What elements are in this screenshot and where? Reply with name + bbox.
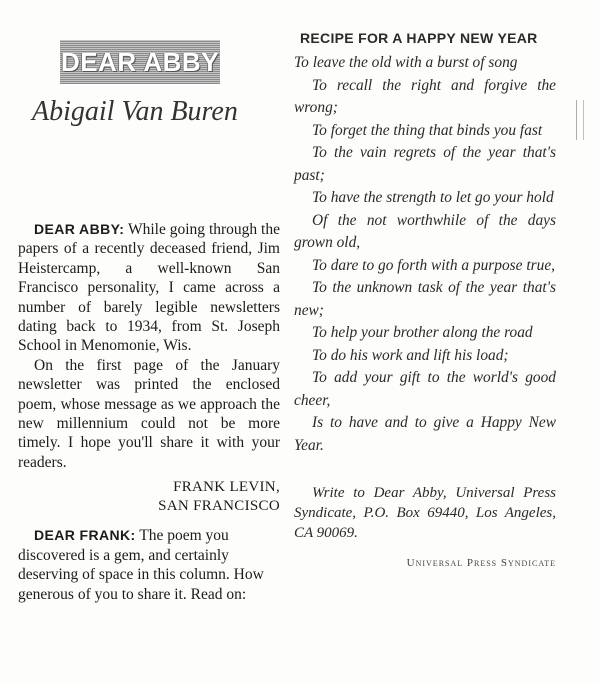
poem-title: RECIPE FOR A HAPPY NEW YEAR [300,30,538,46]
letter-paragraph-1 [18,220,280,356]
margin-mark [576,100,584,140]
poem-line: To add your gift to the world's good cheer, [294,369,556,409]
contact-address: Write to Dear Abby, Universal Press Syndicate, P.O. Box 69440, Los Angeles, CA 90069. [294,485,556,541]
poem-line: To dare to go forth with a purpose true, [312,256,555,274]
poem-line: To forget the thing that binds you fast [312,121,543,139]
reply-paragraph [18,526,280,604]
poem-line: To help your brother along the road [312,324,533,341]
abby-reply [18,526,280,604]
left-column [18,40,280,604]
poem-line: Of the not worthwhile of the days grown old, [294,211,556,251]
right-column [294,30,556,569]
signature-name: FRANK LEVIN, [173,479,280,496]
poem-line: To have the strength to let go your hold [312,189,554,206]
letter-signature [18,478,280,516]
syndicate-credit: Universal Press Syndicate [406,557,556,569]
poem-line: To the vain regrets of the year that's past; [294,144,556,184]
letter-paragraph-1-text: While going through the papers of a recently deceased friend, Jim Heistercamp, a well-known San Francisco personality, I came across a number of barely legible newsletters dating back to 1934, from St. Joseph School in Menomonie, Wis. [18,221,280,355]
poem-line: To leave the old with a burst of song [294,54,518,71]
poem-line: Is to have and to give a Happy New Year. [294,414,556,454]
signature-city: SAN FRANCISCO [158,498,280,515]
letter-paragraph-2: On the first page of the January newsletter was printed the enclosed poem, whose message as we approach the new millennium could not be more timely. I hope you'll share it with your readers. [18,356,280,471]
column-masthead [60,40,220,84]
masthead-text: DEAR ABBY [60,46,220,77]
reply-salutation: DEAR FRANK: [34,527,136,544]
columnist-byline: Abigail Van Buren [32,96,238,127]
reply-text: The poem you discovered is a gem, and certainly deserving of space in this column. How generous of you to share it. Read on: [18,527,264,603]
poem-line: To recall the right and forgive the wrong; [294,76,556,116]
poem-line: To do his work and lift his load; [312,346,509,364]
reader-letter [18,220,280,516]
poem [294,52,556,457]
letter-salutation: DEAR ABBY: [34,221,125,237]
poem-line: To the unknown task of the year that's new; [294,279,556,319]
